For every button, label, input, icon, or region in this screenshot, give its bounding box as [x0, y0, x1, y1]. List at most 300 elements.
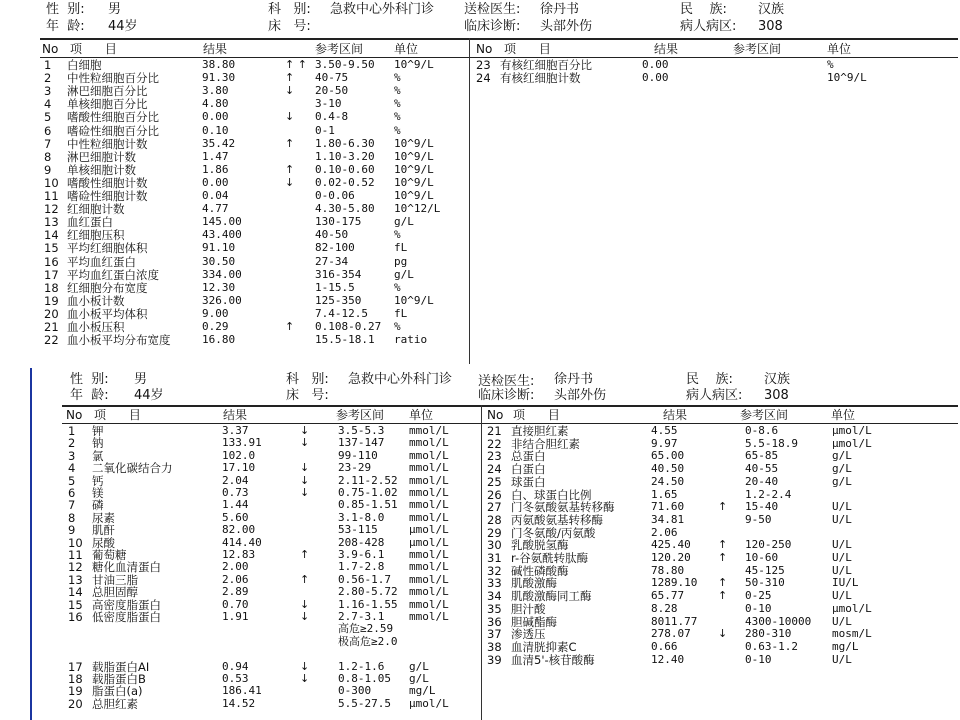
row-result: 0.70 — [222, 597, 249, 611]
table-row — [0, 698, 960, 710]
row-result: 133.91 — [222, 436, 262, 450]
row-range: 0-10 — [745, 601, 772, 615]
table-row — [0, 510, 960, 527]
row-item-name: 红细胞压积 — [67, 228, 125, 243]
row-result: 2.00 — [222, 560, 249, 574]
row-flag: ↓ — [300, 424, 310, 437]
row-number: 9 — [44, 162, 52, 177]
row-result: 35.42 — [202, 136, 236, 150]
table-row — [0, 59, 960, 71]
row-flag: ↑ — [718, 500, 728, 514]
table-row — [0, 425, 960, 437]
row-range: 9-50 — [745, 512, 772, 526]
col-item: 项 目 — [513, 408, 560, 422]
col-unit: 单位 — [409, 408, 434, 422]
row-item-name: 血小板平均体积 — [67, 306, 148, 321]
table-row — [0, 641, 960, 653]
row-item-name: 白细胞 — [67, 58, 102, 72]
row-number: 24 — [487, 462, 502, 477]
row-number: 27 — [487, 500, 502, 515]
row-number: 4 — [44, 97, 52, 112]
row-flag: ↓ — [285, 110, 295, 124]
row-result: 1.44 — [222, 498, 249, 512]
row-range: 0-300 — [338, 684, 372, 698]
header-divider — [62, 405, 958, 407]
row-unit: g/L — [409, 672, 429, 685]
table-row — [0, 438, 960, 450]
table-row — [0, 552, 960, 564]
row-number: 5 — [44, 110, 52, 125]
row-number: 28 — [487, 512, 502, 527]
age-label: 年 龄: — [70, 388, 109, 403]
table-row — [0, 111, 960, 123]
col-item: 项 目 — [94, 408, 141, 422]
col-item: 项 目 — [504, 42, 551, 56]
row-range: 0-10 — [745, 652, 772, 666]
ethnicity-value: 汉族 — [758, 2, 785, 17]
age-value: 44岁 — [108, 19, 138, 34]
row-result: 17.10 — [222, 461, 256, 475]
row-flag: ↑ — [718, 576, 728, 590]
table-row — [0, 473, 960, 489]
row-unit: % — [394, 97, 401, 111]
row-number: 16 — [44, 254, 59, 269]
row-unit: mmol/L — [409, 585, 449, 599]
col-range: 参考区间 — [336, 408, 385, 422]
table-row — [0, 565, 960, 577]
row-unit: mmol/L — [409, 473, 449, 487]
table-row — [0, 616, 960, 628]
col-unit: 单位 — [394, 42, 419, 56]
row-item-name: 载脂蛋白AI — [92, 659, 150, 674]
row-result: 4.55 — [651, 424, 678, 437]
row-unit: U/L — [832, 512, 852, 526]
row-range: 10-60 — [745, 551, 779, 564]
row-item-name: 淋巴细胞计数 — [67, 149, 136, 164]
row-item-name: 丙氨酸氨基转移酶 — [511, 512, 603, 527]
row-range: 0.02-0.52 — [315, 175, 375, 189]
row-number: 8 — [68, 510, 76, 525]
doctor-label: 送检医生: — [464, 2, 521, 17]
row-result: 0.94 — [222, 659, 249, 673]
row-unit: μmol/L — [832, 601, 872, 615]
row-range: 27-34 — [315, 254, 349, 268]
row-unit: % — [394, 110, 401, 124]
row-item-name: 肌酸激酶同工酶 — [511, 589, 592, 604]
row-result: 34.81 — [651, 512, 685, 526]
table-row — [0, 269, 960, 281]
row-number: 10 — [44, 175, 59, 190]
dept-value: 急救中心外科门诊 — [330, 2, 435, 17]
sex-value: 男 — [134, 372, 148, 387]
row-result: 3.37 — [222, 424, 249, 437]
row-number: 20 — [44, 306, 59, 321]
row-number: 2 — [68, 436, 76, 451]
table-row — [0, 685, 960, 697]
row-number: 22 — [487, 436, 502, 451]
diagnosis-label: 临床诊断: — [478, 388, 535, 403]
row-flag: ↓ — [300, 659, 310, 673]
row-range: 15-40 — [745, 500, 779, 514]
col-range: 参考区间 — [315, 42, 364, 56]
row-item-name: 血小板压积 — [67, 320, 125, 334]
row-number: 3 — [44, 84, 52, 99]
doctor-value: 徐丹书 — [540, 2, 580, 17]
row-result: 334.00 — [202, 267, 242, 281]
row-unit: g/L — [832, 449, 852, 463]
row-number: 12 — [68, 560, 83, 575]
row-result: 78.80 — [651, 563, 685, 577]
row-unit: IU/L — [832, 576, 859, 590]
table-row — [0, 98, 960, 110]
row-result: 8.28 — [651, 601, 678, 615]
row-result: 16.80 — [202, 333, 236, 347]
row-item-name: 嗜酸性细胞百分比 — [67, 110, 159, 125]
row-unit: 10^9/L — [827, 71, 867, 85]
col-result: 结果 — [203, 42, 228, 56]
row-number: 7 — [68, 498, 76, 513]
row-flag: ↑ — [300, 548, 310, 561]
col-no: No — [42, 42, 59, 56]
table-row — [0, 603, 960, 615]
table-row — [0, 654, 960, 666]
row-result: 1.65 — [651, 487, 678, 501]
table-row — [0, 151, 960, 163]
sex-value: 男 — [108, 2, 122, 17]
row-item-name: 单核细胞计数 — [67, 162, 136, 177]
row-range: 0-25 — [745, 589, 772, 603]
row-range: 7.4-12.5 — [315, 306, 368, 320]
row-number: 23 — [487, 449, 502, 464]
table-row — [0, 450, 960, 462]
row-item-name: 载脂蛋白B — [92, 672, 146, 686]
bed-label: 床 号: — [286, 388, 329, 403]
row-number: 21 — [487, 424, 502, 438]
row-item-name: 糖化血清蛋白 — [92, 560, 161, 575]
row-range: 1.7-2.8 — [338, 560, 385, 574]
row-item-name: 二氧化碳结合力 — [92, 461, 173, 476]
row-item-name: 钠 — [92, 436, 104, 451]
row-result: 0.00 — [642, 58, 669, 71]
table-row — [0, 498, 960, 515]
row-flag: ↑ — [300, 572, 310, 586]
ward-label: 病人病区: — [680, 19, 737, 34]
row-result: 5.60 — [222, 510, 249, 524]
row-result: 0.10 — [202, 123, 229, 137]
row-unit: 10^9/L — [394, 293, 434, 307]
row-range: 1-15.5 — [315, 280, 355, 294]
row-number: 39 — [487, 652, 502, 667]
table-row — [0, 164, 960, 176]
row-result: 0.04 — [202, 189, 229, 202]
row-range: 20-50 — [315, 84, 349, 98]
header-divider — [40, 38, 958, 40]
row-flag: ↑ — [285, 136, 295, 150]
row-flag: ↓ — [300, 461, 310, 475]
row-range: 53-115 — [338, 523, 378, 537]
row-result: 9.00 — [202, 306, 229, 320]
row-item-name: 尿素 — [92, 510, 115, 525]
row-number: 15 — [68, 597, 83, 612]
row-range: 1.16-1.55 — [338, 597, 398, 611]
row-unit: mmol/L — [409, 572, 449, 586]
row-result: 0.00 — [202, 110, 229, 124]
row-unit: U/L — [832, 589, 852, 603]
row-item-name: 红细胞计数 — [67, 202, 125, 217]
table-row — [0, 177, 960, 189]
col-range: 参考区间 — [733, 42, 782, 56]
table-row — [0, 125, 960, 137]
row-item-name: 有核红细胞百分比 — [500, 58, 592, 72]
row-result: 8011.77 — [651, 614, 698, 628]
col-no: No — [476, 42, 493, 56]
row-number: 31 — [487, 551, 502, 565]
ward-value: 308 — [758, 19, 783, 34]
row-number: 7 — [44, 136, 52, 151]
col-no: No — [66, 408, 83, 422]
bed-label: 床 号: — [268, 19, 311, 34]
row-item-name: 中性粒细胞百分比 — [67, 71, 159, 86]
row-number: 6 — [68, 486, 76, 500]
row-range: 1.10-3.20 — [315, 149, 375, 163]
ward-value: 308 — [764, 388, 789, 403]
row-unit: μmol/L — [832, 436, 872, 450]
row-flag: ↓ — [300, 610, 310, 623]
row-unit: mg/L — [832, 639, 859, 653]
row-range: 2.11-2.52 — [338, 473, 398, 487]
row-range: 40-75 — [315, 71, 349, 85]
row-number: 15 — [44, 241, 59, 256]
row-item-name: 平均血红蛋白浓度 — [67, 267, 159, 282]
row-number: 29 — [487, 525, 502, 540]
row-result: 2.04 — [222, 473, 249, 487]
row-result: 71.60 — [651, 500, 685, 514]
row-item-name: 非结合胆红素 — [511, 436, 580, 451]
table-row — [0, 535, 960, 553]
row-number: 34 — [487, 589, 502, 604]
row-unit: mmol/L — [409, 486, 449, 499]
row-result: 12.40 — [651, 652, 685, 666]
row-number: 9 — [68, 523, 76, 538]
row-unit: μmol/L — [409, 535, 449, 549]
row-flag: ↓ — [300, 672, 310, 685]
row-item-name: 钾 — [92, 424, 104, 438]
row-unit: 10^9/L — [394, 136, 434, 150]
table-row — [0, 242, 960, 254]
row-unit: g/L — [394, 267, 414, 281]
row-range: 2.80-5.72 — [338, 585, 398, 599]
row-number: 26 — [487, 487, 502, 502]
row-unit: μmol/L — [409, 696, 449, 710]
row-unit: % — [394, 71, 401, 85]
row-range: 3.1-8.0 — [338, 510, 385, 524]
row-flag: ↓ — [718, 627, 728, 641]
row-unit: mosm/L — [832, 627, 872, 641]
row-number: 3 — [68, 448, 76, 463]
row-range: 208-428 — [338, 535, 385, 549]
row-range: 1.2-2.4 — [745, 487, 792, 501]
row-number: 33 — [487, 576, 502, 591]
row-flag: ↓ — [285, 175, 295, 189]
row-result: 1.47 — [202, 149, 229, 163]
row-range: 5.5-18.9 — [745, 436, 798, 450]
row-unit: g/L — [832, 462, 852, 476]
row-unit: μmol/L — [409, 523, 449, 537]
row-range: 1.2-1.6 — [338, 659, 385, 673]
row-item-name: 血红蛋白 — [67, 215, 113, 230]
row-range: 40-50 — [315, 228, 349, 242]
row-item-name: 胆碱酯酶 — [511, 614, 557, 629]
row-number: 19 — [44, 293, 59, 308]
table-row — [0, 577, 960, 589]
row-result: 12.30 — [202, 280, 236, 294]
row-result: 91.10 — [202, 241, 236, 255]
row-number: 4 — [68, 461, 76, 476]
row-range: 5.5-27.5 — [338, 696, 391, 710]
row-result: 0.00 — [642, 71, 669, 85]
age-label: 年 龄: — [46, 19, 85, 34]
row-range: 0.108-0.27 — [315, 320, 382, 333]
sex-label: 性 别: — [46, 2, 85, 17]
row-unit: % — [394, 280, 401, 294]
row-result: 65.00 — [651, 449, 685, 463]
row-item-name: 单核细胞百分比 — [67, 97, 148, 112]
row-range: 99-110 — [338, 448, 378, 462]
row-flag: ↓ — [300, 436, 310, 450]
table-row — [0, 590, 960, 602]
row-result: 30.50 — [202, 254, 236, 268]
row-number: 1 — [68, 424, 76, 438]
row-item-name: 高密度脂蛋白 — [92, 597, 161, 612]
row-range: 130-175 — [315, 215, 362, 229]
row-result: 145.00 — [202, 215, 242, 229]
row-item-name: 红细胞分布宽度 — [67, 280, 148, 295]
row-item-name: 胆汁酸 — [511, 601, 546, 616]
row-unit: 10^9/L — [394, 58, 434, 71]
col-unit: 单位 — [827, 42, 852, 56]
row-range: 0-0.06 — [315, 189, 355, 202]
row-range: 3.5-5.3 — [338, 424, 385, 437]
row-result: 1.91 — [222, 610, 249, 623]
row-range: 280-310 — [745, 627, 792, 641]
row-unit: U/L — [832, 500, 852, 514]
row-item-name: 球蛋白 — [511, 474, 546, 489]
row-flag: ↑ ↑ — [285, 58, 307, 71]
row-unit: mmol/L — [409, 424, 449, 437]
row-item-name: 门冬氨酸/丙氨酸 — [511, 525, 596, 540]
row-item-name: 总胆固醇 — [92, 585, 138, 600]
row-number: 11 — [44, 189, 59, 203]
row-number: 10 — [68, 535, 83, 550]
row-number: 18 — [44, 280, 59, 295]
row-unit: % — [827, 58, 834, 71]
row-unit: mmol/L — [409, 461, 449, 475]
row-range: 120-250 — [745, 538, 792, 552]
row-result: 4.77 — [202, 202, 229, 216]
row-unit: U/L — [832, 538, 852, 552]
row-range: 3.9-6.1 — [338, 548, 385, 561]
row-range: 125-350 — [315, 293, 362, 307]
row-range: 40-55 — [745, 462, 779, 476]
row-unit: mmol/L — [409, 448, 449, 462]
row-unit: 10^9/L — [394, 175, 434, 189]
row-number: 22 — [44, 333, 59, 348]
row-unit: 10^9/L — [394, 149, 434, 163]
col-unit: 单位 — [831, 408, 856, 422]
row-range: 20-40 — [745, 474, 779, 488]
row-result: 326.00 — [202, 293, 242, 307]
column-divider — [40, 57, 958, 58]
row-item-name: 钙 — [92, 473, 104, 488]
row-flag: ↑ — [285, 162, 295, 176]
row-result: 40.50 — [651, 462, 685, 476]
row-result: 3.80 — [202, 84, 229, 98]
row-number: 5 — [68, 473, 76, 488]
row-range: 0-8.6 — [745, 424, 779, 437]
row-number: 20 — [68, 696, 83, 711]
row-unit: fL — [394, 306, 408, 320]
row-range: 0-1 — [315, 123, 335, 137]
row-unit: mmol/L — [409, 498, 449, 512]
row-item-name: 平均血红蛋白 — [67, 254, 136, 269]
row-item-name: 低密度脂蛋白 — [92, 610, 161, 624]
row-unit: mmol/L — [409, 560, 449, 574]
row-unit: 10^9/L — [394, 162, 434, 176]
table-row — [0, 190, 960, 202]
row-result: 0.00 — [202, 175, 229, 189]
row-number: 11 — [68, 548, 83, 562]
diagnosis-value: 头部外伤 — [554, 388, 607, 403]
table-row — [0, 673, 960, 685]
doctor-label: 送检医生: — [478, 374, 535, 389]
row-item-name: 淋巴细胞百分比 — [67, 84, 148, 99]
row-unit: mmol/L — [409, 436, 449, 450]
dept-label: 科 别: — [268, 2, 311, 17]
row-result: 1.86 — [202, 162, 229, 176]
table-row — [0, 138, 960, 150]
row-flag: ↑ — [718, 589, 728, 603]
row-unit: mmol/L — [409, 610, 449, 623]
row-range: 4.30-5.80 — [315, 202, 375, 216]
dept-value: 急救中心外科门诊 — [348, 372, 453, 387]
row-result: 102.0 — [222, 448, 256, 462]
row-flag: ↑ — [718, 551, 728, 564]
row-item-name: 白、球蛋白比例 — [511, 487, 592, 502]
row-range: 0.8-1.05 — [338, 672, 391, 685]
row-result: 91.30 — [202, 71, 236, 85]
table-row — [0, 295, 960, 307]
col-range: 参考区间 — [740, 408, 789, 422]
table-row — [0, 203, 960, 215]
ethnicity-label: 民 族: — [686, 372, 733, 387]
col-item: 项 目 — [70, 42, 117, 56]
row-range: 15.5-18.1 — [315, 333, 375, 347]
row-range: 65-85 — [745, 449, 779, 463]
row-item-name: 门冬氨酸氨基转移酶 — [511, 500, 615, 515]
col-result: 结果 — [663, 408, 688, 422]
col-no: No — [487, 408, 504, 422]
doctor-value: 徐丹书 — [554, 372, 594, 387]
table-row — [0, 527, 960, 539]
row-number: 17 — [68, 659, 83, 674]
row-range: 137-147 — [338, 436, 385, 450]
report-sheet-biochemistry — [0, 364, 960, 720]
row-item-name: 直接胆红素 — [511, 424, 569, 438]
table-row — [0, 463, 960, 475]
row-number: 2 — [44, 71, 52, 86]
row-item-name: 嗜硷性细胞百分比 — [67, 123, 159, 138]
row-number: 19 — [68, 684, 83, 699]
